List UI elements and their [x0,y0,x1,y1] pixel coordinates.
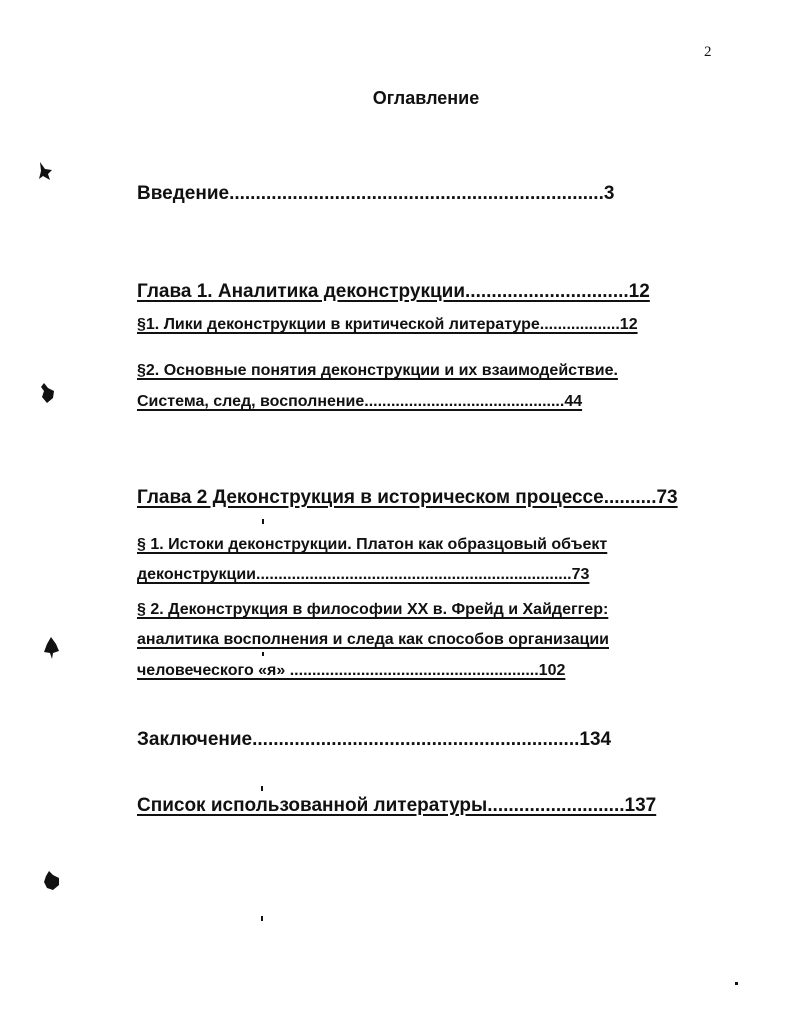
toc-entry-chapter-2-section-1-line-1: § 1. Истоки деконструкции. Платон как образцовый объект [137,536,608,553]
toc-entry-chapter-1-section-2-line-1: §2. Основные понятия деконструкции и их взаимодействие. [137,362,618,379]
page-title: Оглавление [372,88,480,108]
toc-entry-chapter-2-section-2-line-3: человеческого «я» ........................................................102 [137,662,566,679]
toc-entry-bibliography: Список использованной литературы..........................137 [137,795,657,816]
toc-entry-chapter-1: Глава 1. Аналитика деконструкции...............................12 [137,281,650,302]
toc-entry-chapter-2: Глава 2 Деконструкция в историческом процессе..........73 [137,487,678,508]
toc-entry-chapter-1-section-1: §1. Лики деконструкции в критической литературе..................12 [137,316,638,333]
scan-mark-3 [42,636,62,660]
scan-mark-4 [42,870,62,892]
toc-entry-introduction: Введение.......................................................................3 [137,183,615,204]
speck-3 [261,916,263,921]
toc-entry-chapter-2-section-2-line-2: аналитика восполнения и следа как способов организации [137,631,609,648]
page-number: 2 [704,44,712,60]
scan-mark-1 [36,160,56,182]
scan-mark-2 [38,382,58,404]
toc-entry-conclusion: Заключение..............................................................134 [137,729,612,750]
toc-entry-chapter-2-section-2-line-1: § 2. Деконструкция в философии XX в. Фрейд и Хайдеггер: [137,601,609,618]
speck-1 [262,519,264,524]
speck-4 [735,982,738,985]
toc-entry-chapter-1-section-2-line-2: Система, след, восполнение.............................................44 [137,393,583,410]
toc-entry-chapter-2-section-1-line-2: деконструкции.......................................................................73 [137,566,590,583]
speck-2 [261,786,263,791]
speck-5 [262,652,264,656]
